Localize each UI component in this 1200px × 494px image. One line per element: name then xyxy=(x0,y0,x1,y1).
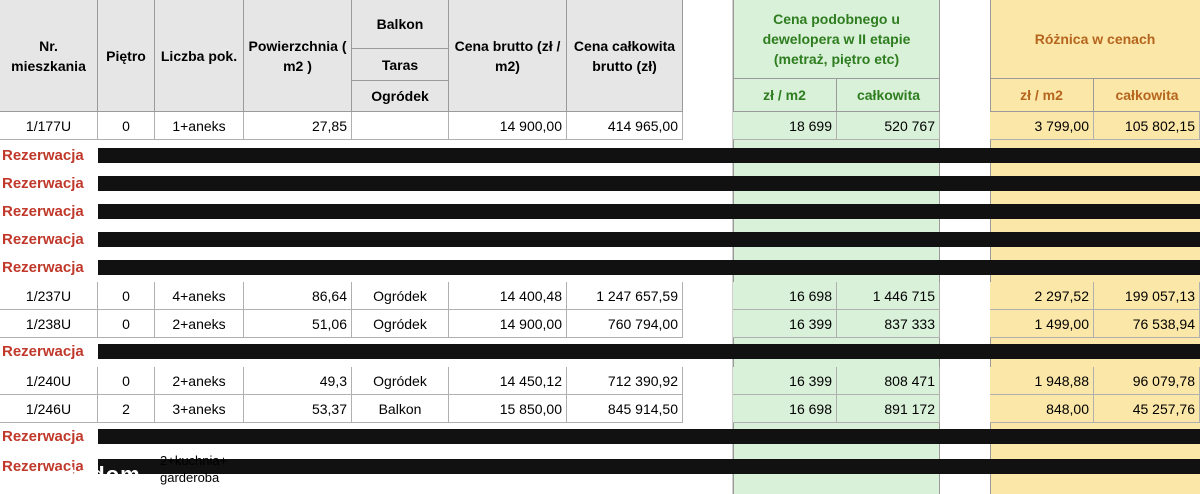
redaction-bar xyxy=(98,459,1200,474)
header-developer-m2-label: zł / m2 xyxy=(763,87,806,103)
header-pietro xyxy=(98,0,155,112)
redaction-bar xyxy=(98,429,1200,444)
table-cell-dev-m2[interactable]: 16 399 xyxy=(733,310,837,338)
header-powierzchnia-label: Powierzchnia ( m2 ) xyxy=(248,37,347,74)
table-cell-nr[interactable]: 1/238U xyxy=(0,310,98,338)
table-cell-diff-m2[interactable]: 1 948,88 xyxy=(990,367,1094,395)
redaction-bar xyxy=(98,176,1200,191)
watermark-logo xyxy=(54,462,141,488)
table-cell-pow[interactable]: 27,85 xyxy=(244,112,352,140)
table-cell-cena[interactable]: 414 965,00 xyxy=(567,112,683,140)
redaction-bar xyxy=(98,344,1200,359)
table-cell-diff-m2[interactable]: 3 799,00 xyxy=(990,112,1094,140)
header-difference-m2-label: zł / m2 xyxy=(1020,87,1063,103)
table-cell-pok[interactable]: 3+aneks xyxy=(155,395,244,423)
gap-column-a xyxy=(683,0,733,494)
header-balkon xyxy=(352,0,449,49)
table-cell-dev-m2[interactable]: 16 698 xyxy=(733,282,837,310)
reserved-label: Rezerwacja xyxy=(2,175,84,192)
table-cell-pietro[interactable]: 0 xyxy=(98,282,155,310)
redaction-bar xyxy=(98,232,1200,247)
header-liczba-pok xyxy=(155,0,244,112)
header-cena-brutto xyxy=(449,0,567,112)
reserved-label: Rezerwacja xyxy=(2,203,84,220)
table-cell-cena[interactable]: 760 794,00 xyxy=(567,310,683,338)
table-cell-diff-m2[interactable]: 2 297,52 xyxy=(990,282,1094,310)
header-developer-m2 xyxy=(733,78,837,112)
header-cena-brutto-label: Cena brutto (zł / m2) xyxy=(454,37,561,74)
table-cell-nr[interactable]: 1/240U xyxy=(0,367,98,395)
table-cell-dev-total[interactable]: 808 471 xyxy=(837,367,940,395)
header-nr-label: Nr. mieszkania xyxy=(11,37,86,74)
table-cell-cena-m2[interactable]: 14 900,00 xyxy=(449,310,567,338)
table-cell-nr[interactable]: 1/237U xyxy=(0,282,98,310)
table-cell-diff-m2[interactable]: 848,00 xyxy=(990,395,1094,423)
redaction-bar xyxy=(98,148,1200,163)
table-cell-diff-total[interactable]: 45 257,76 xyxy=(1094,395,1200,423)
header-cena-calkowita xyxy=(567,0,683,112)
table-cell-pietro[interactable]: 2 xyxy=(98,395,155,423)
table-cell-dev-total[interactable]: 891 172 xyxy=(837,395,940,423)
table-cell-pow[interactable]: 86,64 xyxy=(244,282,352,310)
table-cell-pow[interactable]: 53,37 xyxy=(244,395,352,423)
table-cell-dev-m2[interactable]: 16 698 xyxy=(733,395,837,423)
watermark-label: otodom xyxy=(54,462,141,487)
reserved-label: Rezerwacja xyxy=(2,147,84,164)
header-difference-total xyxy=(1094,78,1200,112)
table-cell-cena[interactable]: 845 914,50 xyxy=(567,395,683,423)
header-taras-label: Taras xyxy=(381,56,419,73)
table-cell-dodatek[interactable]: Ogródek xyxy=(352,282,449,310)
table-cell-diff-total[interactable]: 199 057,13 xyxy=(1094,282,1200,310)
gap-column-b xyxy=(940,0,990,494)
table-cell-pok[interactable]: 4+aneks xyxy=(155,282,244,310)
header-developer-total xyxy=(837,78,940,112)
table-cell-pok[interactable]: 2+aneks xyxy=(155,367,244,395)
table-cell-cena-m2[interactable]: 14 900,00 xyxy=(449,112,567,140)
header-cena-calkowita-label: Cena całkowita brutto (zł) xyxy=(573,37,676,74)
table-cell-dodatek[interactable]: Ogródek xyxy=(352,367,449,395)
table-cell-dev-total[interactable]: 837 333 xyxy=(837,310,940,338)
header-difference-total-label: całkowita xyxy=(1115,87,1179,103)
reserved-label: Rezerwacja xyxy=(2,343,84,360)
table-cell-cena[interactable]: 712 390,92 xyxy=(567,367,683,395)
header-nr xyxy=(0,0,98,112)
table-cell-pietro[interactable]: 0 xyxy=(98,112,155,140)
table-cell-dev-total[interactable]: 520 767 xyxy=(837,112,940,140)
table-cell-pietro[interactable]: 0 xyxy=(98,367,155,395)
table-cell-pow[interactable]: 49,3 xyxy=(244,367,352,395)
redaction-bar xyxy=(98,260,1200,275)
table-cell-pow[interactable]: 51,06 xyxy=(244,310,352,338)
table-cell-cena[interactable]: 1 247 657,59 xyxy=(567,282,683,310)
reserved-label: Rezerwacja xyxy=(2,231,84,248)
header-pietro-label: Piętro xyxy=(106,47,146,64)
table-cell-cena-m2[interactable]: 14 450,12 xyxy=(449,367,567,395)
table-cell-nr[interactable]: 1/246U xyxy=(0,395,98,423)
header-powierzchnia xyxy=(244,0,352,112)
header-developer-total-label: całkowita xyxy=(856,87,921,103)
table-cell-dev-m2[interactable]: 16 399 xyxy=(733,367,837,395)
table-cell-diff-m2[interactable]: 1 499,00 xyxy=(990,310,1094,338)
reserved-label: Rezerwacja xyxy=(2,428,84,445)
table-cell-pok[interactable]: 2+aneks xyxy=(155,310,244,338)
table-cell-pok[interactable]: 1+aneks xyxy=(155,112,244,140)
header-difference-group xyxy=(990,0,1200,78)
table-cell-dev-m2[interactable]: 18 699 xyxy=(733,112,837,140)
header-difference-m2 xyxy=(990,78,1094,112)
header-liczba-pok-label: Liczba pok. xyxy=(160,47,238,64)
table-cell-nr[interactable]: 1/177U xyxy=(0,112,98,140)
header-ogrodek xyxy=(352,81,449,112)
partial-row-pok-label: 2+kuchnia+ garderoba xyxy=(160,453,228,485)
header-balkon-label: Balkon xyxy=(376,16,424,32)
table-cell-pietro[interactable]: 0 xyxy=(98,310,155,338)
table-cell-dodatek[interactable]: Balkon xyxy=(352,395,449,423)
table-cell-dodatek[interactable] xyxy=(352,112,449,140)
table-cell-diff-total[interactable]: 96 079,78 xyxy=(1094,367,1200,395)
table-cell-dodatek[interactable]: Ogródek xyxy=(352,310,449,338)
table-cell-dev-total[interactable]: 1 446 715 xyxy=(837,282,940,310)
table-cell-cena-m2[interactable]: 14 400,48 xyxy=(449,282,567,310)
table-cell-diff-total[interactable]: 105 802,15 xyxy=(1094,112,1200,140)
header-difference-group-label: Różnica w cenach xyxy=(1034,31,1156,47)
partial-row-pok xyxy=(157,452,243,494)
redaction-bar xyxy=(98,204,1200,219)
table-cell-diff-total[interactable]: 76 538,94 xyxy=(1094,310,1200,338)
header-developer-group-label: Cena podobnego u dewelopera w II etapie (metraż, piętro etc) xyxy=(762,11,911,67)
reserved-label: Rezerwacja xyxy=(2,458,84,475)
header-developer-group xyxy=(738,0,935,78)
table-cell-cena-m2[interactable]: 15 850,00 xyxy=(449,395,567,423)
header-taras xyxy=(352,49,449,81)
header-ogrodek-label: Ogródek xyxy=(371,88,429,104)
reserved-label: Rezerwacja xyxy=(2,259,84,276)
